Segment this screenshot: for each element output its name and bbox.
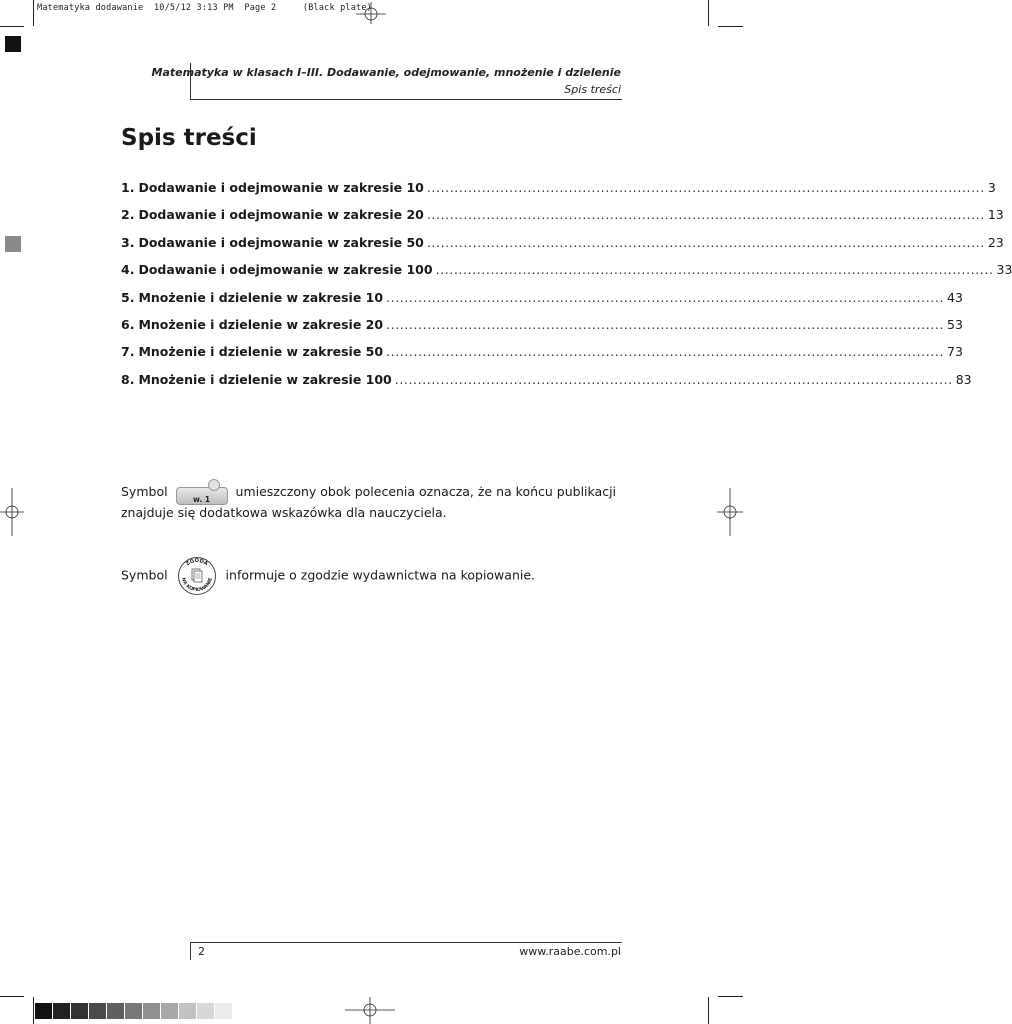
toc-title: Mnożenie i dzielenie w zakresie 50	[138, 344, 384, 360]
crop-mark	[718, 996, 743, 997]
registration-mark-right	[717, 488, 743, 536]
toc-leader: ..........................................................................................................................	[426, 207, 985, 223]
hint-tab-label: w. 1	[192, 494, 211, 504]
crop-mark	[0, 26, 24, 27]
color-calibration-bar	[35, 1003, 233, 1019]
toc-page-number: 23	[987, 234, 1004, 250]
copy-permission-stamp-icon	[176, 556, 218, 596]
toc-page-number: 33	[996, 262, 1012, 278]
symbol-label: Symbol	[121, 484, 168, 499]
running-header-subtitle: Spis treści	[564, 83, 621, 96]
color-swatch	[89, 1003, 106, 1019]
color-swatch	[107, 1003, 124, 1019]
toc-entry-5[interactable]	[121, 289, 963, 317]
crop-mark	[33, 997, 34, 1024]
color-swatch	[125, 1003, 142, 1019]
toc-page-number: 13	[987, 207, 1004, 223]
toc-title: Dodawanie i odejmowanie w zakresie 100	[138, 262, 433, 278]
stamp-bottom-text: NA KOPIOWANIE	[179, 577, 214, 594]
toc-title: Dodawanie i odejmowanie w zakresie 20	[138, 207, 424, 223]
toc-title: Dodawanie i odejmowanie w zakresie 50	[138, 234, 424, 250]
toc-title: Dodawanie i odejmowanie w zakresie 10	[138, 180, 424, 195]
color-swatch	[35, 1003, 52, 1019]
toc-entry-1[interactable]	[121, 180, 996, 207]
color-swatch	[143, 1003, 160, 1019]
toc-leader: ..........................................................................................................................	[386, 316, 945, 332]
crop-mark	[0, 996, 24, 997]
color-swatch	[161, 1003, 178, 1019]
print-slug: Matematyka dodawanie 10/5/12 3:13 PM Page 2 (Black plate)	[37, 3, 372, 13]
symbol-label: Symbol	[121, 567, 168, 583]
hint-tab-icon	[176, 483, 228, 503]
toc-entry-6[interactable]	[121, 316, 963, 344]
toc-title: Mnożenie i dzielenie w zakresie 10	[138, 289, 384, 305]
toc-entry-2[interactable]	[121, 207, 1004, 234]
toc-entry-3[interactable]	[121, 234, 1004, 262]
page-title: Spis treści	[121, 125, 257, 151]
crop-mark	[708, 0, 709, 26]
footer-rule-vertical	[190, 942, 191, 960]
footer-rule	[190, 942, 622, 943]
table-of-contents	[121, 180, 1012, 399]
crop-mark	[33, 0, 34, 26]
toc-entry-8[interactable]	[121, 371, 972, 399]
toc-page-number: 3	[987, 180, 996, 195]
running-header-title: Matematyka w klasach I–III. Dodawanie, odejmowanie, mnożenie i dzielenie	[151, 66, 621, 79]
color-swatch	[53, 1003, 70, 1019]
toc-title: Mnożenie i dzielenie w zakresie 100	[138, 371, 392, 387]
toc-number: 5.	[121, 289, 135, 305]
toc-leader: ..........................................................................................................................	[386, 289, 945, 305]
toc-leader: ..........................................................................................................................	[426, 234, 985, 250]
note-copy-symbol	[121, 556, 621, 596]
toc-leader: ..........................................................................................................................	[435, 262, 994, 278]
crop-mark	[708, 997, 709, 1024]
registration-mark-top	[356, 2, 386, 24]
toc-entry-4[interactable]	[121, 262, 1012, 289]
color-swatch	[215, 1003, 232, 1019]
header-rule	[190, 99, 622, 100]
register-square	[5, 36, 21, 52]
note-hint-text: umieszczony obok polecenia oznacza, że na końcu publikacji znajduje się dodatkowa wskazówka dla nauczyciela.	[121, 484, 617, 520]
toc-number: 4.	[121, 262, 135, 278]
stamp-top-text: ZGODA	[184, 557, 209, 568]
toc-number: 6.	[121, 316, 135, 332]
toc-title: Mnożenie i dzielenie w zakresie 20	[138, 316, 384, 332]
toc-number: 1.	[121, 180, 135, 195]
registration-mark-bottom	[345, 997, 395, 1024]
toc-leader: ..........................................................................................................................	[426, 180, 985, 195]
toc-number: 7.	[121, 344, 135, 360]
toc-page-number: 43	[947, 289, 963, 305]
color-swatch	[71, 1003, 88, 1019]
toc-leader: ..........................................................................................................................	[394, 371, 953, 387]
crop-mark	[718, 26, 743, 27]
color-swatch	[179, 1003, 196, 1019]
registration-mark-left	[0, 488, 24, 536]
footer-page-number: 2	[198, 945, 205, 958]
toc-leader: ..........................................................................................................................	[386, 344, 945, 360]
note-hint-symbol	[121, 482, 621, 522]
gray-square	[5, 236, 21, 252]
toc-entry-7[interactable]	[121, 344, 963, 371]
toc-number: 3.	[121, 234, 135, 250]
color-swatch	[197, 1003, 214, 1019]
note-copy-text: informuje o zgodzie wydawnictwa na kopiowanie.	[225, 567, 536, 583]
footer-url[interactable]: www.raabe.com.pl	[519, 945, 621, 958]
toc-page-number: 53	[947, 316, 963, 332]
toc-number: 8.	[121, 371, 135, 387]
toc-page-number: 73	[947, 344, 963, 360]
toc-page-number: 83	[955, 371, 972, 387]
toc-number: 2.	[121, 207, 135, 223]
